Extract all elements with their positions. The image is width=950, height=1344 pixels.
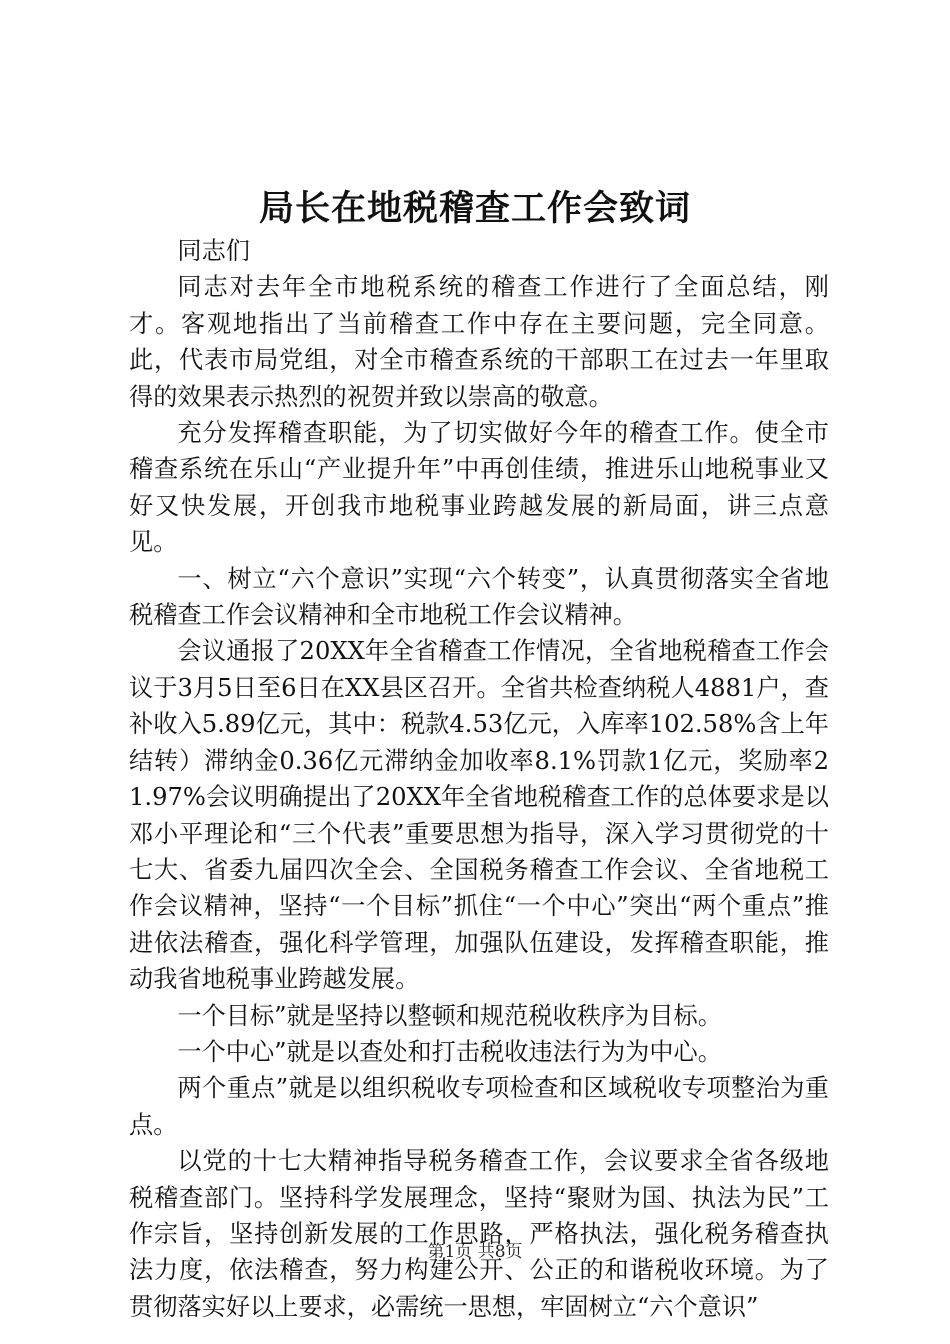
paragraph: 一个目标”就是坚持以整顿和规范税收秩序为目标。 — [177, 1001, 722, 1030]
document-title: 局长在地税稽查工作会致词 — [258, 188, 691, 229]
paragraph: 一个中心”就是以查处和打击税收违法行为为中心。 — [177, 1037, 722, 1066]
paragraph: 会议通报了20XX年全省稽查工作情况，全省地税稽查工作会议于3月5日至6日在XX县区召开。全省共检查纳税人4881户，查补收入5.89亿元，其中：税款4.53亿元，入库率102.58%含上年结转）滞纳金0.36亿元滞纳金加收率8.1%罚款1亿元，奖励率21.97%会议明确提出了20XX年全省地税稽查工作的总体要求是以邓小平理论和“三个代表”重要思想为指导，深入学习贯彻党的十七大、省委九届四次全会、全国税务稽查工作会议、全省地税工作会议精神，坚持“一个目标”抓住“一个中心”突出“两个重点”推进依法稽查，强化科学管理，加强队伍建设，发挥稽查职能，推动我省地税事业跨越发展。 — [129, 637, 829, 994]
paragraph: 同志对去年全市地税系统的稽查工作进行了全面总结，刚才。客观地指出了当前稽查工作中存在主要问题，完全同意。此，代表市局党组，对全市稽查系统的干部职工在过去一年里取得的效果表示热烈的祝贺并致以崇高的敬意。 — [129, 273, 829, 411]
document-body — [129, 233, 829, 1325]
paragraph: 以党的十七大精神指导税务稽查工作，会议要求全省各级地税稽查部门。坚持科学发展理念，坚持“聚财为国、执法为民”工作宗旨，坚持创新发展的工作思路，严格执法，强化税务稽查执法力度，依法稽查，努力构建公开、公正的和谐税收环境。为了贯彻落实好以上要求，必需统一思想，牢固树立“六个意识” — [129, 1147, 829, 1321]
paragraph: 两个重点”就是以组织税收专项检查和区域税收专项整治为重点。 — [129, 1074, 829, 1139]
page-number: 第1页 共8页 — [427, 1242, 523, 1262]
paragraph-salutation: 同志们 — [177, 237, 250, 265]
paragraph-section-heading: 一、树立“六个意识”实现“六个转变”，认真贯彻落实全省地税稽查工作会议精神和全市地税工作会议精神。 — [129, 564, 829, 630]
paragraph: 充分发挥稽查职能，为了切实做好今年的稽查工作。使全市稽查系统在乐山“产业提升年”中再创佳绩，推进乐山地税事业又好又快发展，开创我市地税事业跨越发展的新局面，讲三点意见。 — [129, 419, 829, 557]
